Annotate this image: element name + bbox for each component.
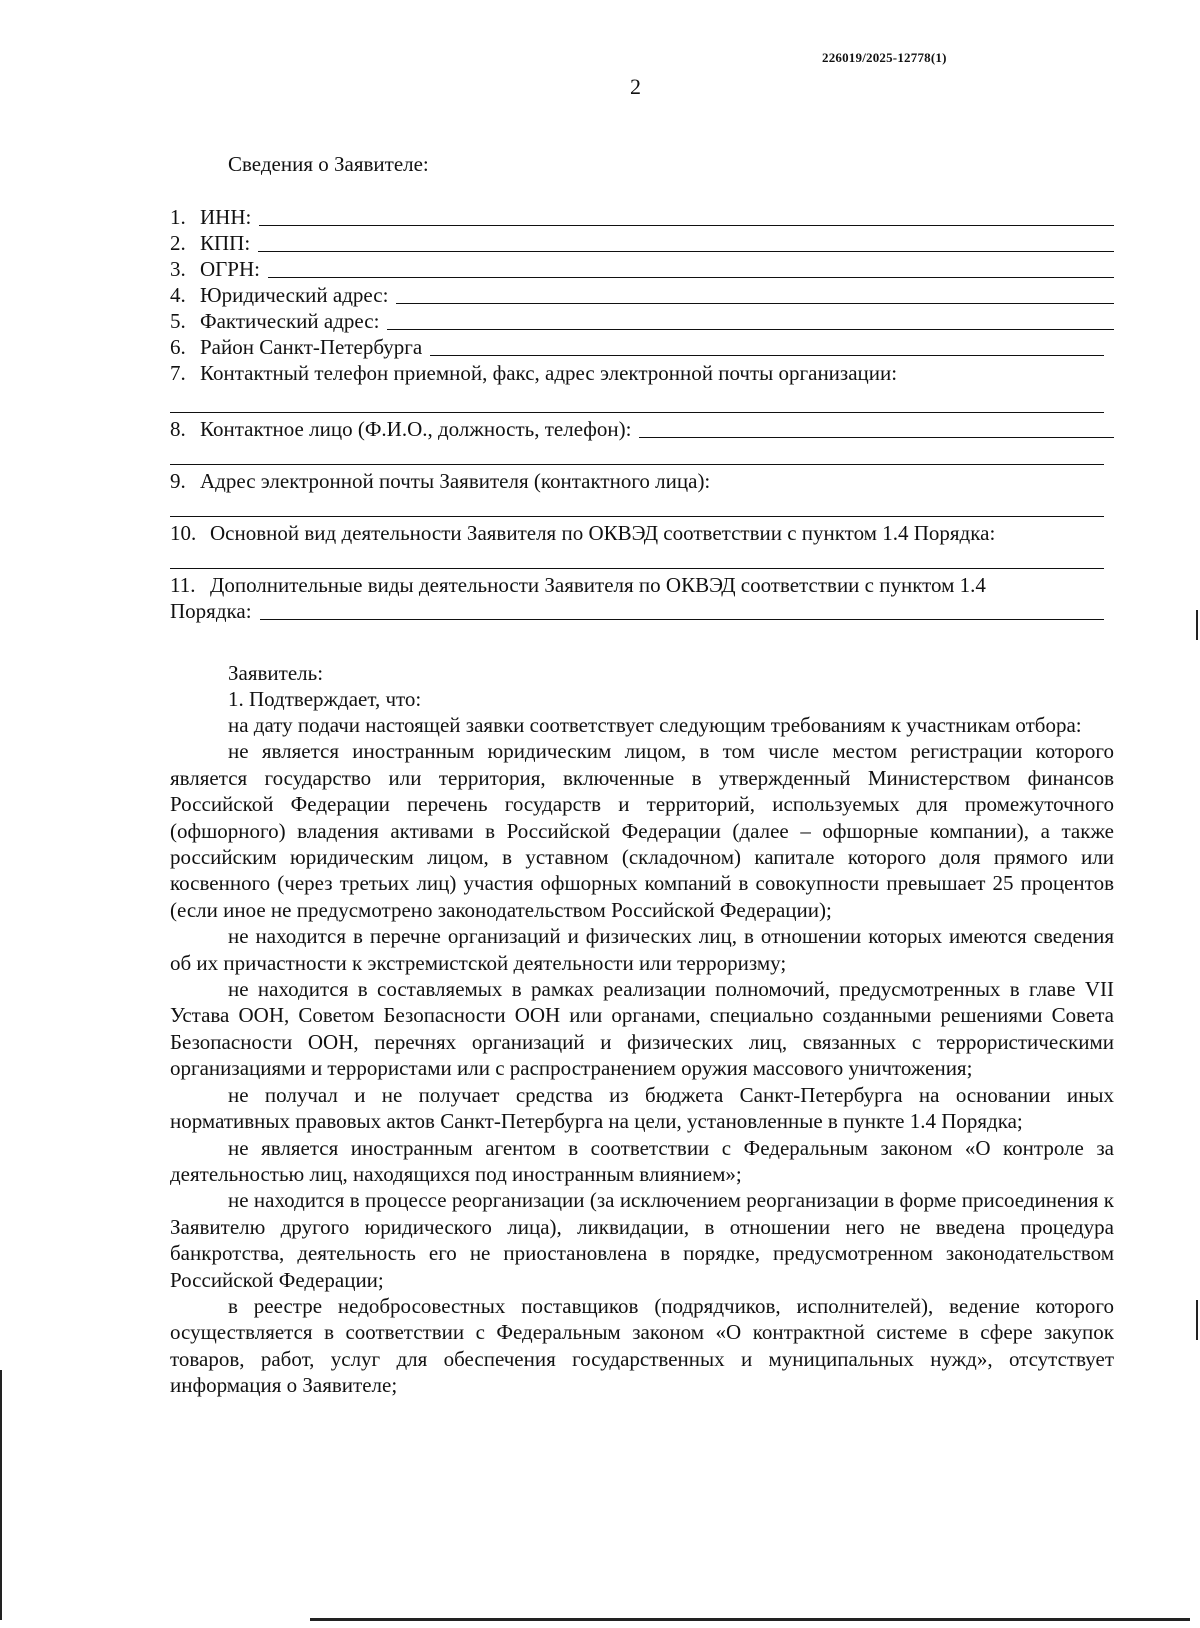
fill-line xyxy=(170,568,1104,569)
field-label: ИНН: xyxy=(200,205,252,229)
field-label: Юридический адрес: xyxy=(200,283,389,307)
applicant-item-1: 1. Подтверждает, что: xyxy=(228,687,422,711)
field-district xyxy=(170,334,1104,360)
field-label: Адрес электронной почты Заявителя (контактного лица): xyxy=(200,469,711,493)
field-label: Фактический адрес: xyxy=(200,309,380,333)
fill-line xyxy=(387,328,1114,330)
field-contact-phone xyxy=(170,360,897,386)
paragraph: не является иностранным юридическим лицом, в том числе местом регистрации которого является государство или территория, включенные в утвержденный Министерством финансов Российской Федерации перечень государств и территорий, используемых для промежуточного (офшорного) владения активами в Российской Федерации (далее – офшорные компании), а также российским юридическим лицом, в уставном (складочном) капитале которого доля прямого или косвенного (через третьих лиц) участия офшорных компаний в совокупности превышает 25 процентов (если иное не предусмотрено законодательством Российской Федерации); xyxy=(170,739,1114,922)
field-main-okved xyxy=(170,520,995,546)
field-additional-okved-cont xyxy=(170,598,1104,624)
paragraph: не находится в составляемых в рамках реализации полномочий, предусмотренных в главе VII Устава ООН, Советом Безопасности ООН или органами, специально созданными решениями Совета Безопасности ООН, перечнях организаций и физических лиц, связанных с террористическими организациями и террористами или с распространением оружия массового уничтожения; xyxy=(170,977,1114,1081)
field-label: ОГРН: xyxy=(200,257,260,281)
field-label: Основной вид деятельности Заявителя по ОКВЭД соответствии с пунктом 1.4 Порядка: xyxy=(210,521,996,545)
fill-line xyxy=(170,464,1104,465)
field-number: 11. xyxy=(170,573,196,597)
field-label: Район Санкт-Петербурга xyxy=(200,335,423,359)
field-actual-address xyxy=(170,308,1114,334)
field-number: 8. xyxy=(170,417,186,441)
field-label: Порядка: xyxy=(170,599,252,623)
field-number: 4. xyxy=(170,283,186,307)
field-number: 5. xyxy=(170,309,186,333)
field-email xyxy=(170,468,710,494)
field-number: 10. xyxy=(170,521,197,545)
fill-line xyxy=(268,276,1114,278)
scan-edge-mark xyxy=(1196,610,1198,640)
applicant-requirements xyxy=(170,712,1114,1399)
field-number: 2. xyxy=(170,231,186,255)
fill-line xyxy=(260,618,1104,620)
field-additional-okved xyxy=(170,572,986,598)
field-label: Контактное лицо (Ф.И.О., должность, телефон): xyxy=(200,417,632,441)
fill-line xyxy=(259,224,1114,226)
paragraph: не получал и не получает средства из бюджета Санкт-Петербурга на основании иных нормативных правовых актов Санкт-Петербурга на цели, установленные в пункте 1.4 Порядка; xyxy=(170,1082,1114,1134)
field-number: 6. xyxy=(170,335,186,359)
scan-edge-mark xyxy=(310,1618,1190,1621)
field-label: КПП: xyxy=(200,231,251,255)
scan-edge-mark xyxy=(0,1370,2,1620)
paragraph: не является иностранным агентом в соответствии с Федеральным законом «О контроле за деятельностью лиц, находящихся под иностранным влиянием»; xyxy=(170,1135,1114,1186)
field-number: 1. xyxy=(170,205,186,229)
paragraph: не находится в перечне организаций и физических лиц, в отношении которых имеются сведения об их причастности к экстремистской деятельности или терроризму; xyxy=(170,924,1114,975)
field-label: Дополнительные виды деятельности Заявителя по ОКВЭД соответствии с пунктом 1.4 xyxy=(210,573,986,597)
field-number: 3. xyxy=(170,257,186,281)
field-label: Контактный телефон приемной, факс, адрес электронной почты организации: xyxy=(200,361,898,385)
field-inn xyxy=(170,204,1114,230)
page-number: 2 xyxy=(630,74,641,99)
field-kpp xyxy=(170,230,1114,256)
field-legal-address xyxy=(170,282,1114,308)
fill-line xyxy=(639,436,1114,438)
fill-line xyxy=(170,516,1104,517)
paragraph: не находится в процессе реорганизации (за исключением реорганизации в форме присоединения к Заявителю другого юридического лица), ликвидации, в отношении него не введена процедура банкротства, деятельность его не приостановлена в порядке, предусмотренном законодательством Российской Федерации; xyxy=(170,1188,1114,1292)
field-number: 7. xyxy=(170,361,186,385)
field-number: 9. xyxy=(170,469,186,493)
field-contact-person xyxy=(170,416,1114,442)
paragraph: на дату подачи настоящей заявки соответствует следующим требованиям к участникам отбора: xyxy=(228,713,1082,737)
applicant-heading: Заявитель: xyxy=(228,661,324,685)
fill-line xyxy=(258,250,1114,252)
section-title: Сведения о Заявителе: xyxy=(228,152,429,176)
fill-line xyxy=(430,354,1104,356)
paragraph: в реестре недобросовестных поставщиков (подрядчиков, исполнителей), ведение которого осуществляется в соответствии с Федеральным законом «О контрактной системе в сфере закупок товаров, работ, услуг для обеспечения государственных и муниципальных нужд», отсутствует информация о Заявителе; xyxy=(170,1293,1114,1398)
fill-line xyxy=(396,302,1114,304)
registration-number: 226019/2025-12778(1) xyxy=(822,50,947,65)
scan-edge-mark xyxy=(1196,1300,1198,1340)
fill-line xyxy=(170,412,1104,413)
field-ogrn xyxy=(170,256,1114,282)
